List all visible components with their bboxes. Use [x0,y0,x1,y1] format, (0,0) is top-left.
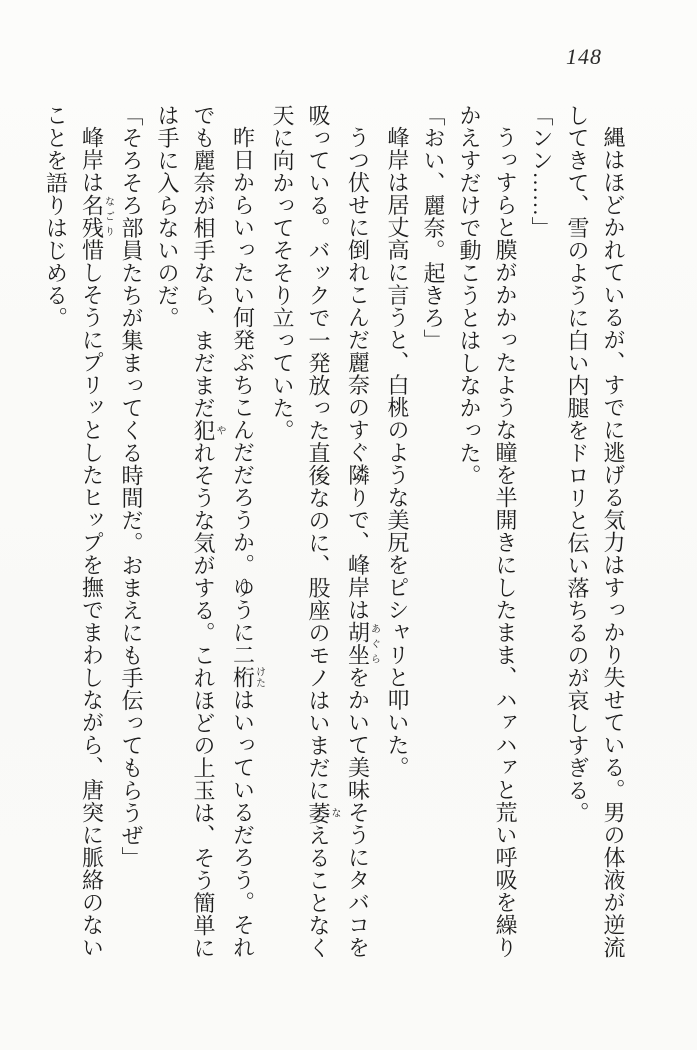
text-column [38,104,74,962]
furigana: なごり [102,193,114,239]
text-run: 縄はほどかれているが、すでに逃げる気力はすっかり失せている。男の体液が逆流 [601,126,626,959]
text-column [225,104,265,962]
text-run: をかいて美味そうにタバコを [345,666,371,959]
text-run: れそうな気がする。これほどの上玉は、そう簡単に [191,441,216,959]
text-column [451,104,487,962]
text-column [300,104,340,962]
text-run: ことを語りはじめる。 [43,104,69,329]
text-run: 昨日からいったい何発ぶちこんだだろうか。ゆうに二 [230,126,256,666]
text-column [523,104,559,962]
text-run: は手に入らないのだ。 [155,104,180,329]
text-run: でも麗奈が相手なら、まだまだ [191,104,216,419]
text-column [113,104,149,962]
page-text-block [38,104,632,962]
text-run: かえすだけで動こうとはしなかった。 [457,104,482,487]
text-run: 「ンン……」 [529,104,554,239]
text-run: 吸っている。バックで一発放った直後なのに、股座のモノはいまだに [306,104,331,802]
furigana: あぐら [368,621,380,666]
text-run: 惜しそうにプリッとしたヒップを撫でまわしながら、唐突に脈絡のない [79,238,105,959]
text-run: うつ伏せに倒れこんだ麗奈のすぐ隣りで、峰岸は [345,126,371,621]
ruby-annotated-word: 胡坐あぐら [345,621,380,666]
text-run: 峰岸は居丈高に言うと、白桃のような美尻をピシャリと叩いた。 [385,126,410,779]
furigana: な [329,801,340,824]
ruby-annotated-word: 犯や [191,419,225,442]
text-column [379,104,415,962]
ruby-annotated-word: 名残なごり [79,193,114,239]
text-run: はいっているだろう。それ [230,688,256,959]
text-column [74,104,114,962]
text-column [149,104,185,962]
page-number: 148 [566,44,602,69]
text-run: 峰岸は [79,126,105,194]
furigana: や [214,419,225,442]
text-run: 「そろそろ部員たちが集まってくる時間だ。おまえにも手伝ってもらうぜ」 [119,104,144,869]
text-column [340,104,380,962]
text-run: してきて、雪のように白い内腿をドロリと伝い落ちるのが哀しすぎる。 [565,104,590,824]
text-run: うっすらと膜がかかったような瞳を半開きにしたまま、ハァハァと荒い呼吸を繰り [493,126,518,959]
text-column [185,104,225,962]
text-column [487,104,523,962]
text-column [595,104,631,962]
text-column [264,104,300,962]
ruby-annotated-word: 萎な [306,801,340,824]
furigana: けた [253,666,265,689]
text-column [559,104,595,962]
ruby-annotated-word: 桁けた [230,666,265,689]
text-run: えることなく [306,824,331,959]
text-run: 「おい、麗奈。起きろ」 [421,104,446,352]
text-column [415,104,451,962]
text-run: 天に向かってそそり立っていた。 [270,104,295,442]
